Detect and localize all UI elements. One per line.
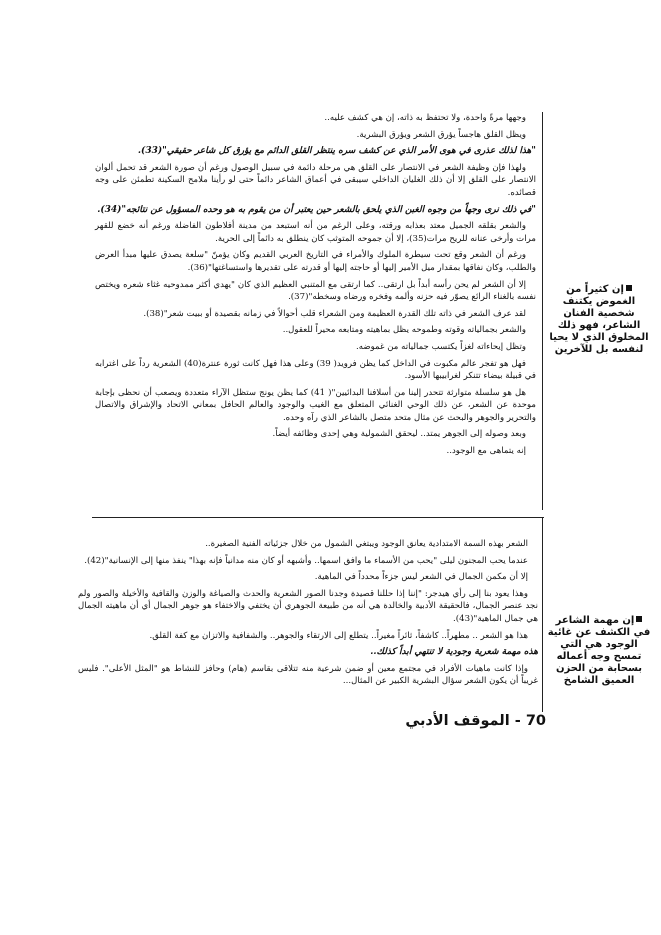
paragraph: ولهذا فإن وظيفة الشعر في الانتصار على القلق هي مرحلة دائمة في سبيل الوصول ورغم أن صورة الشعر قد تحمل ألوان الانتصار على القلق إلا أن ذلك الغليان الداخلي سيبقى في أعماق الشاعر دائماً حتى لو رأينا ملامح السكينة تطمئن على وجه قصائده. bbox=[95, 162, 536, 198]
column-divider-bottom bbox=[542, 518, 543, 712]
paragraph: هذه مهمة شعرية وجودية لا تنتهي أبداً كذلك.. bbox=[370, 647, 538, 658]
paragraph: وبعد وصوله إلى الجوهر يمتد.. ليحقق الشمولية وهي إحدى وظائفه أيضاً. bbox=[272, 429, 526, 440]
magazine-name: الموقف الأدبي bbox=[405, 713, 510, 729]
page-footer bbox=[316, 713, 546, 729]
page-number: 70 bbox=[525, 713, 546, 729]
section-divider bbox=[92, 517, 544, 518]
paragraph: ورغم أن الشعر وقع تحت سيطرة الملوك والأمراء في التاريخ العربي القديم وكان يؤمنّ "سلعة يصدق عليها مبدأ العرض والطلب، وكان نفاقها بمقدار ميل الأمير إليها أو حاجته إليها أو قدرته على تقديرها واستساغتها"(36). bbox=[95, 250, 536, 273]
article-column-bottom bbox=[78, 538, 538, 698]
pull-quote-top bbox=[547, 284, 651, 356]
paragraph: "في ذلك نرى وجهاً من وجوه الغبن الذي يلحق بالشعر حين يعتبر أن من يقوم به هو وحده المسؤول عن نتائجه"(34). bbox=[97, 204, 536, 215]
pull-quote-top-text: إن كثيراً من الغموض يكتنف شخصية الفنان الشاعر، فهو ذلك المخلوق الذي لا يحيا لنفسه بل للآخرين bbox=[549, 284, 649, 355]
paragraph: ويظل القلق هاجساً يؤرق الشعر ويؤرق البشرية. bbox=[356, 129, 526, 140]
paragraph: إلا أن مكمن الجمال في الشعر ليس جزءاً محدداً في الماهية. bbox=[314, 572, 528, 583]
pull-quote-bottom bbox=[547, 615, 651, 687]
footer-separator: - bbox=[509, 713, 526, 729]
paragraph: وإذا كانت ماهيات الأفراد في مجتمع معين أو ضمن شرعية منه تتلاقى بقاسم (هام) وحافز للنشاط هو "المثل الأعلى". فليس غريباً أن يكون الشعر سؤال البشرية الكبير عن المثال... bbox=[78, 663, 538, 687]
paragraph: والشعر بجمالياته وقوته وطموحه يظل بماهيته ومتابعه محيراً للعقول.. bbox=[282, 325, 526, 336]
paragraph: فهل هو تفجر عالم مكبوت في الداخل كما يظن فرويد( 39) وعلى هذا فهل كانت ثورة عنترة(40) الشعرية رداً على اغترابه في قبيلة بيضاء تتنكر لغرابيبها الأسود. bbox=[95, 358, 536, 382]
paragraph: وجهها مرةً واحدة، ولا تحتفظ به ذاته، إن هي كشف عليه.. bbox=[324, 113, 526, 123]
paragraph: "هذا لذلك عذرى في هوى الأمر الذي عن كشف سره ينتظر القلق الدائم مع يؤرق كل شاعر حقيقي"(33). bbox=[137, 146, 536, 157]
column-divider-top bbox=[542, 112, 543, 510]
paragraph: وتظل إيحاءاته لغزاً يكتسب جمالياته من غموضه. bbox=[355, 341, 526, 352]
paragraph: لقد عرف الشعر في ذاته تلك القدرة العظيمة ومن الشعراء قلب أحوالاً في زمانه بقصيدة أو ببيت شعر"(38). bbox=[143, 308, 526, 319]
pull-quote-bottom-text: إن مهمة الشاعر في الكشف عن غائية الوجود هي التي تمسح وجه أعماله بسحابة من الحزن العميق الشامخ bbox=[547, 615, 651, 686]
square-bullet-icon bbox=[626, 285, 632, 291]
paragraph: إلا أن الشعر لم يحن رأسه أبداً بل ارتقى.. كما ارتقى مع المتنبي العظيم الذي كان "يهدي أكثر ممدوحيه غثاء شعره ويختص نفسه بالغناء الرائع يصوّر فيه حزنه وألمه وفخره ورضاه وسخطه"(37). bbox=[95, 279, 536, 303]
paragraph: عندما يحب المجنون ليلى "يحب من الأسماء ما وافق اسمها.. وأشبهه أو كان منه مدانياً فإنه بهذا" ينفذ منها إلى الإنسانية"(42). bbox=[84, 555, 528, 566]
square-bullet-icon bbox=[636, 616, 642, 622]
paragraph: الشعر بهذه السمة الامتدادية يعانق الوجود ويبتغي الشمول من خلال جزئياته الفنية الصغيرة.. bbox=[205, 539, 528, 549]
paragraph: وهذا يعود بنا إلى رأي هيدجر: "إننا إذا حللنا قصيدة وجدنا الصور الشعرية والحدث والصياغة والوزن والقافية والأخيلة والصور ولم نجد عنصر الجمال، فالحقيقة الأدبية والخالدة هي أنه من طبيعة الجوهري أن يختفي والاختفاء هو جوهر الجمال أي أن ماهيته الجمال هي جمال الماهية"(43). bbox=[78, 588, 538, 624]
article-column-top bbox=[95, 112, 536, 507]
paragraph: والشعر بقلقه الجميل معتد بعذابه ورقته، وعلى الرغم من أنه استبعد من مدينة أفلاطون الفاضلة ورغم أنه خضع للقهر مرات وأرخى عنانه للريح مرات(35)، إلا أن جموحه المتوثب كان ينطلق به دائماً إلى الحرية. bbox=[95, 221, 536, 244]
paragraph: هل هو سلسلة متوارثة تتحدر إلينا من أسلافنا البدائيين"( 41) كما يظن يونج ستظل الآراء متعددة ويصعب أن نحظى بإجابة موحدة عن الشعر، عن ذلك الوحي الغنائي المتعلق مع الغيب والوجود والعالم الحافل بمعاني الاتحاد والإشراق والاتصال والتحرير والجوهر والبحث عن مثال متحد متصل بالشاعر الذي رآه وحده. bbox=[95, 387, 536, 423]
paragraph: إنه يتماهى مع الوجود.. bbox=[446, 446, 526, 457]
paragraph: هذا هو الشعر .. مطهراً.. كاشفاً، ثائراً مغيراً.. يتطلع إلى الارتقاء والجوهر.. والشفافية والاتزان مع كفة القلق. bbox=[149, 630, 528, 641]
